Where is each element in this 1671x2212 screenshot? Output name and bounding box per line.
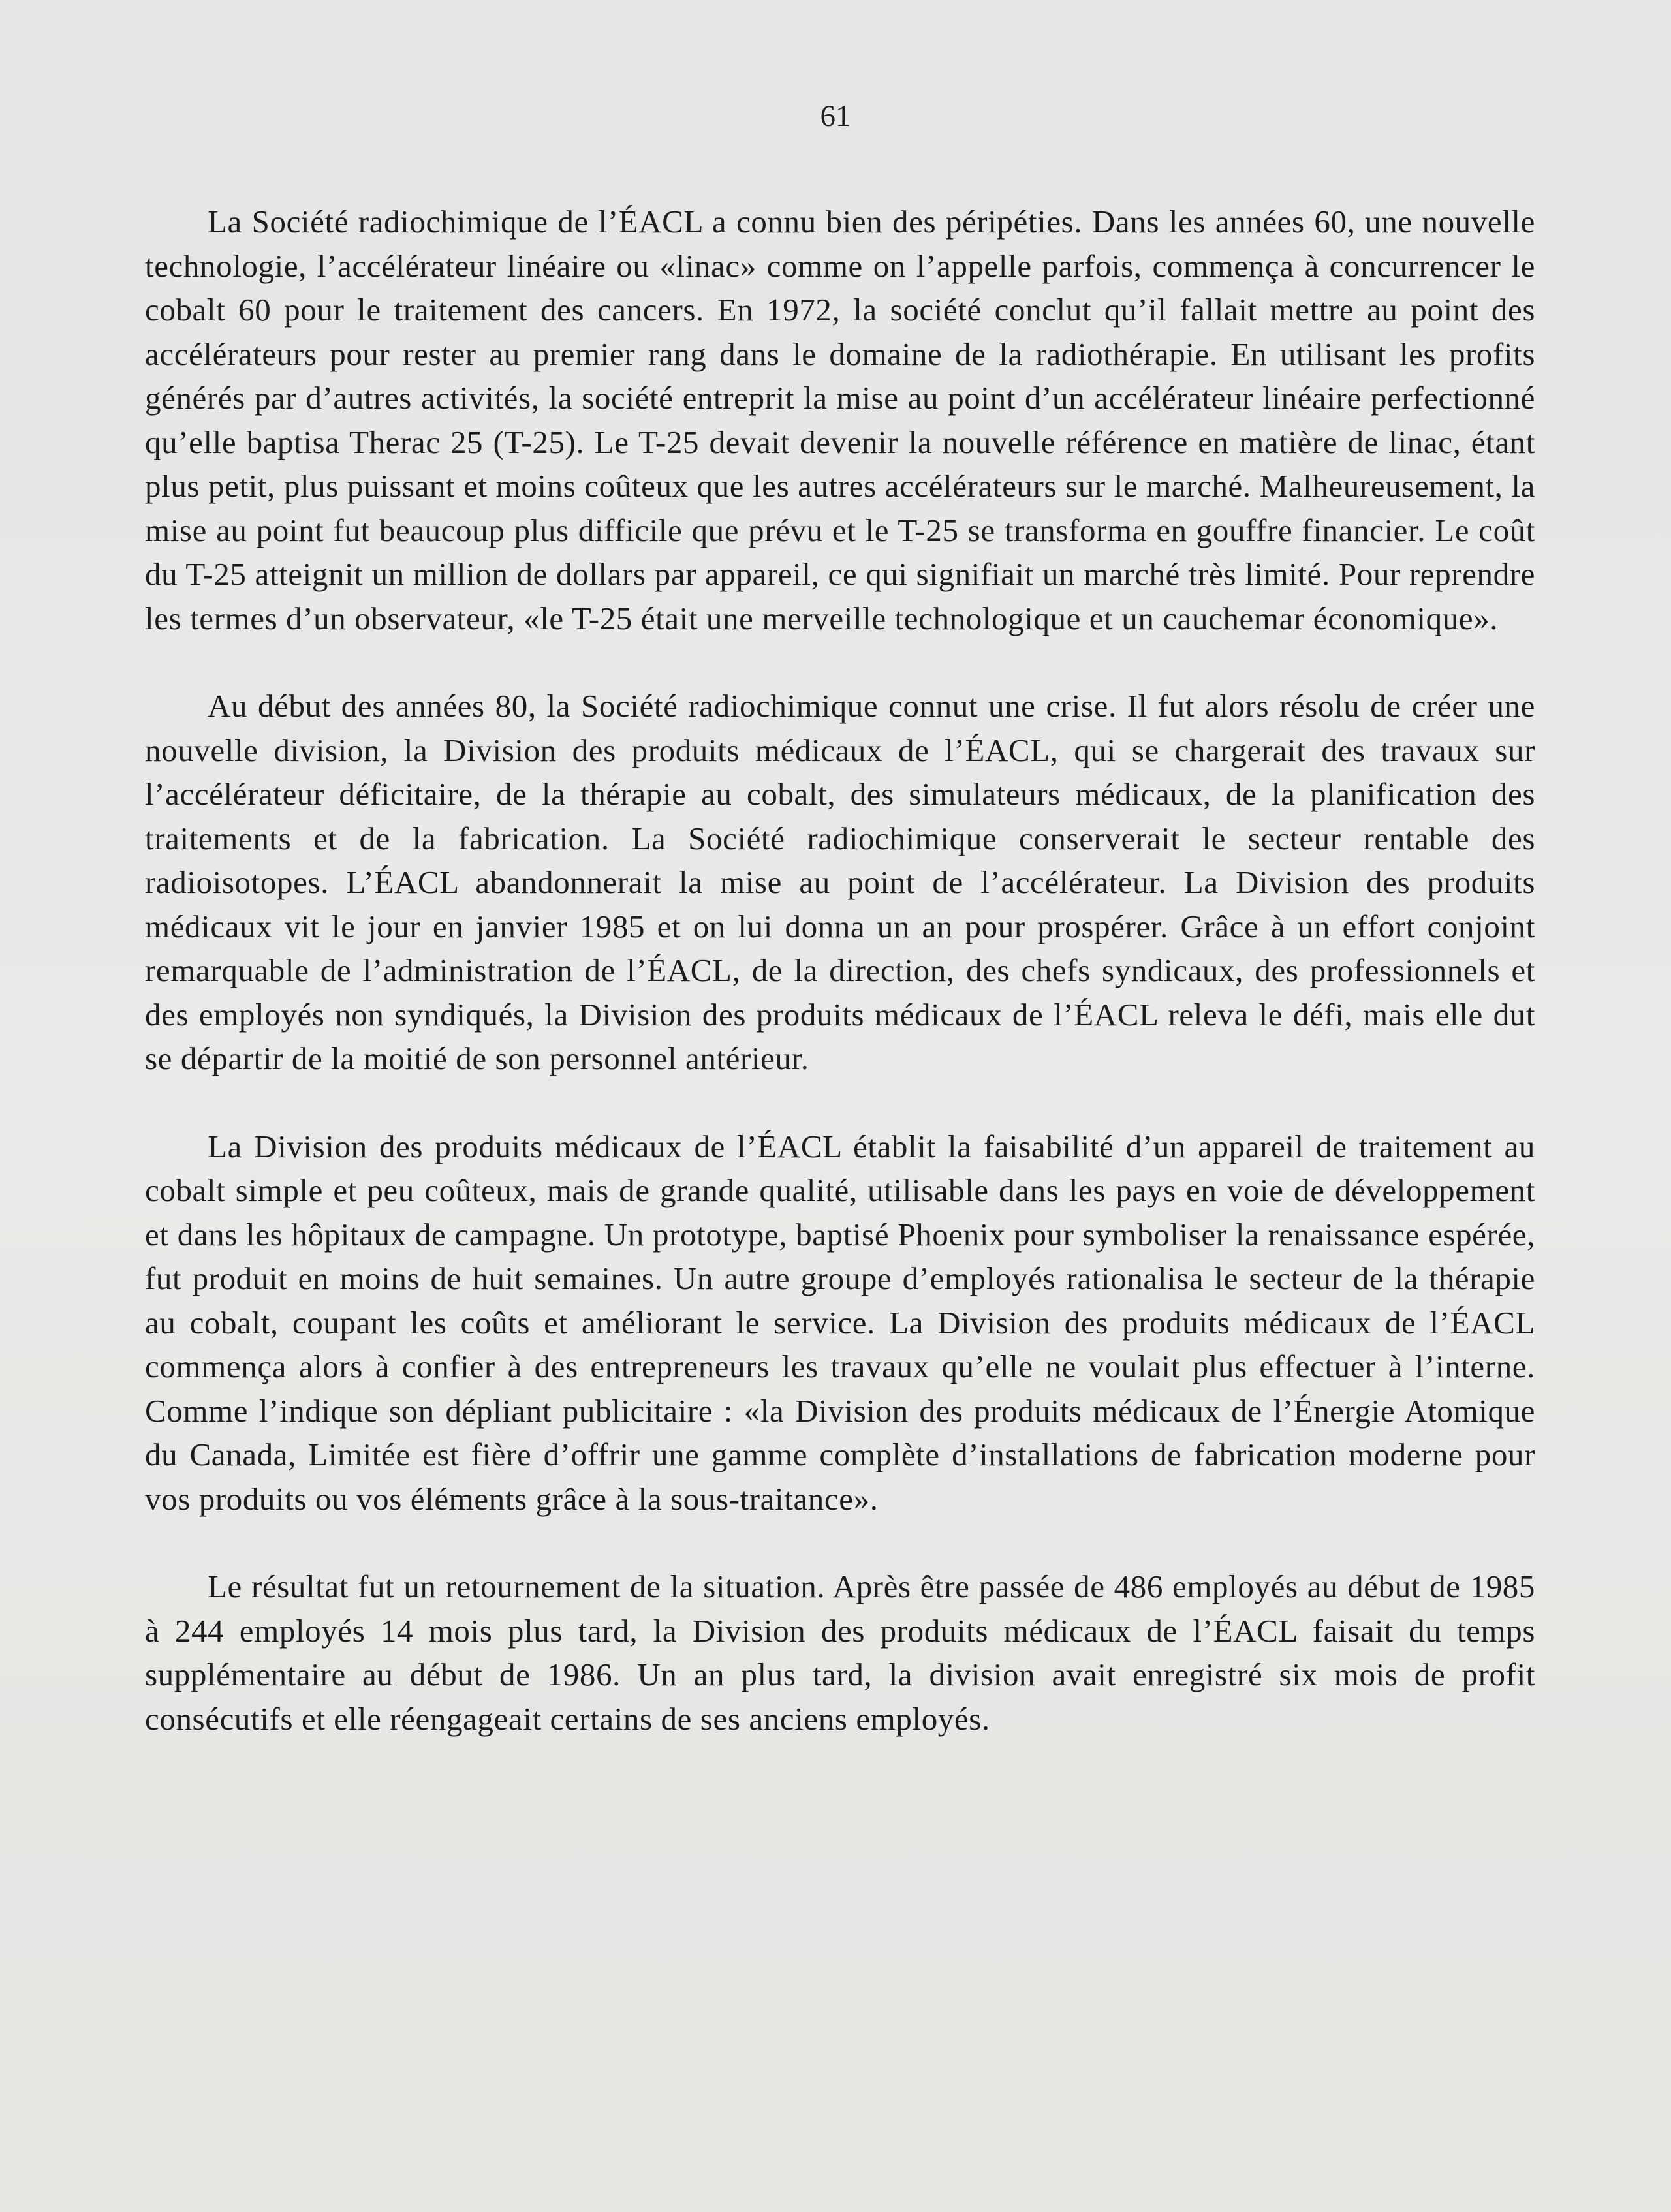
paragraph-4: Le résultat fut un retournement de la situation. Après être passée de 486 employés au début de 1985 à 244 employés 14 mois plus tard, la Division des produits médicaux de l’ÉACL faisait du temps supplémentaire au début de 1986. Un an plus tard, la division avait enregistré six mois de profit consécutifs et elle réengageait certains de ses anciens employés.	[145, 1568, 1535, 1737]
paragraph-1: La Société radiochimique de l’ÉACL a connu bien des péripéties. Dans les années 60, une nouvelle technologie, l’accélérateur linéaire ou «linac» comme on l’appelle parfois, commença à concurrencer le cobalt 60 pour le traitement des cancers. En 1972, la société conclut qu’il fallait mettre au point des accélérateurs pour rester au premier rang dans le domaine de la radiothérapie. En utilisant les profits générés par d’autres activités, la société entreprit la mise au point d’un accélérateur linéaire perfectionné qu’elle baptisa Therac 25 (T-25). Le T-25 devait devenir la nouvelle référence en matière de linac, étant plus petit, plus puissant et moins coûteux que les autres accélérateurs sur le marché. Malheureusement, la mise au point fut beaucoup plus difficile que prévu et le T-25 se transforma en gouffre financier. Le coût du T-25 atteignit un million de dollars par appareil, ce qui signifiait un marché très limité. Pour reprendre les termes d’un observateur, «le T-25 était une merveille technologique et un cauchemar économique».	[145, 204, 1535, 636]
paragraph-2: Au début des années 80, la Société radiochimique connut une crise. Il fut alors résolu de créer une nouvelle division, la Division des produits médicaux de l’ÉACL, qui se chargerait des travaux sur l’accélérateur déficitaire, de la thérapie au cobalt, des simulateurs médicaux, de la planification des traitements et de la fabrication. La Société radiochimique conserverait le secteur rentable des radioisotopes. L’ÉACL abandonnerait la mise au point de l’accélérateur. La Division des produits médicaux vit le jour en janvier 1985 et on lui donna un an pour prospérer. Grâce à un effort conjoint remarquable de l’administration de l’ÉACL, de la direction, des chefs syndicaux, des professionnels et des employés non syndiqués, la Division des produits médicaux de l’ÉACL releva le défi, mais elle dut se départir de la moitié de son personnel antérieur.	[145, 688, 1535, 1076]
paragraph-3: La Division des produits médicaux de l’ÉACL établit la faisabilité d’un appareil de traitement au cobalt simple et peu coûteux, mais de grande qualité, utilisable dans les pays en voie de développement et dans les hôpitaux de campagne. Un prototype, baptisé Phoenix pour symboliser la renaissance espérée, fut produit en moins de huit semaines. Un autre groupe d’employés rationalisa le secteur de la thérapie au cobalt, coupant les coûts et améliorant le service. La Division des produits médicaux de l’ÉACL commença alors à confier à des entrepreneurs les travaux qu’elle ne voulait plus effectuer à l’interne. Comme l’indique son dépliant publicitaire : «la Division des produits médicaux de l’Énergie Atomique du Canada, Limitée est fière d’offrir une gamme complète d’installations de fabrication moderne pour vos produits ou vos éléments grâce à la sous-traitance».	[145, 1128, 1535, 1517]
page-number: 61	[820, 99, 851, 133]
body-text	[145, 200, 1535, 1741]
